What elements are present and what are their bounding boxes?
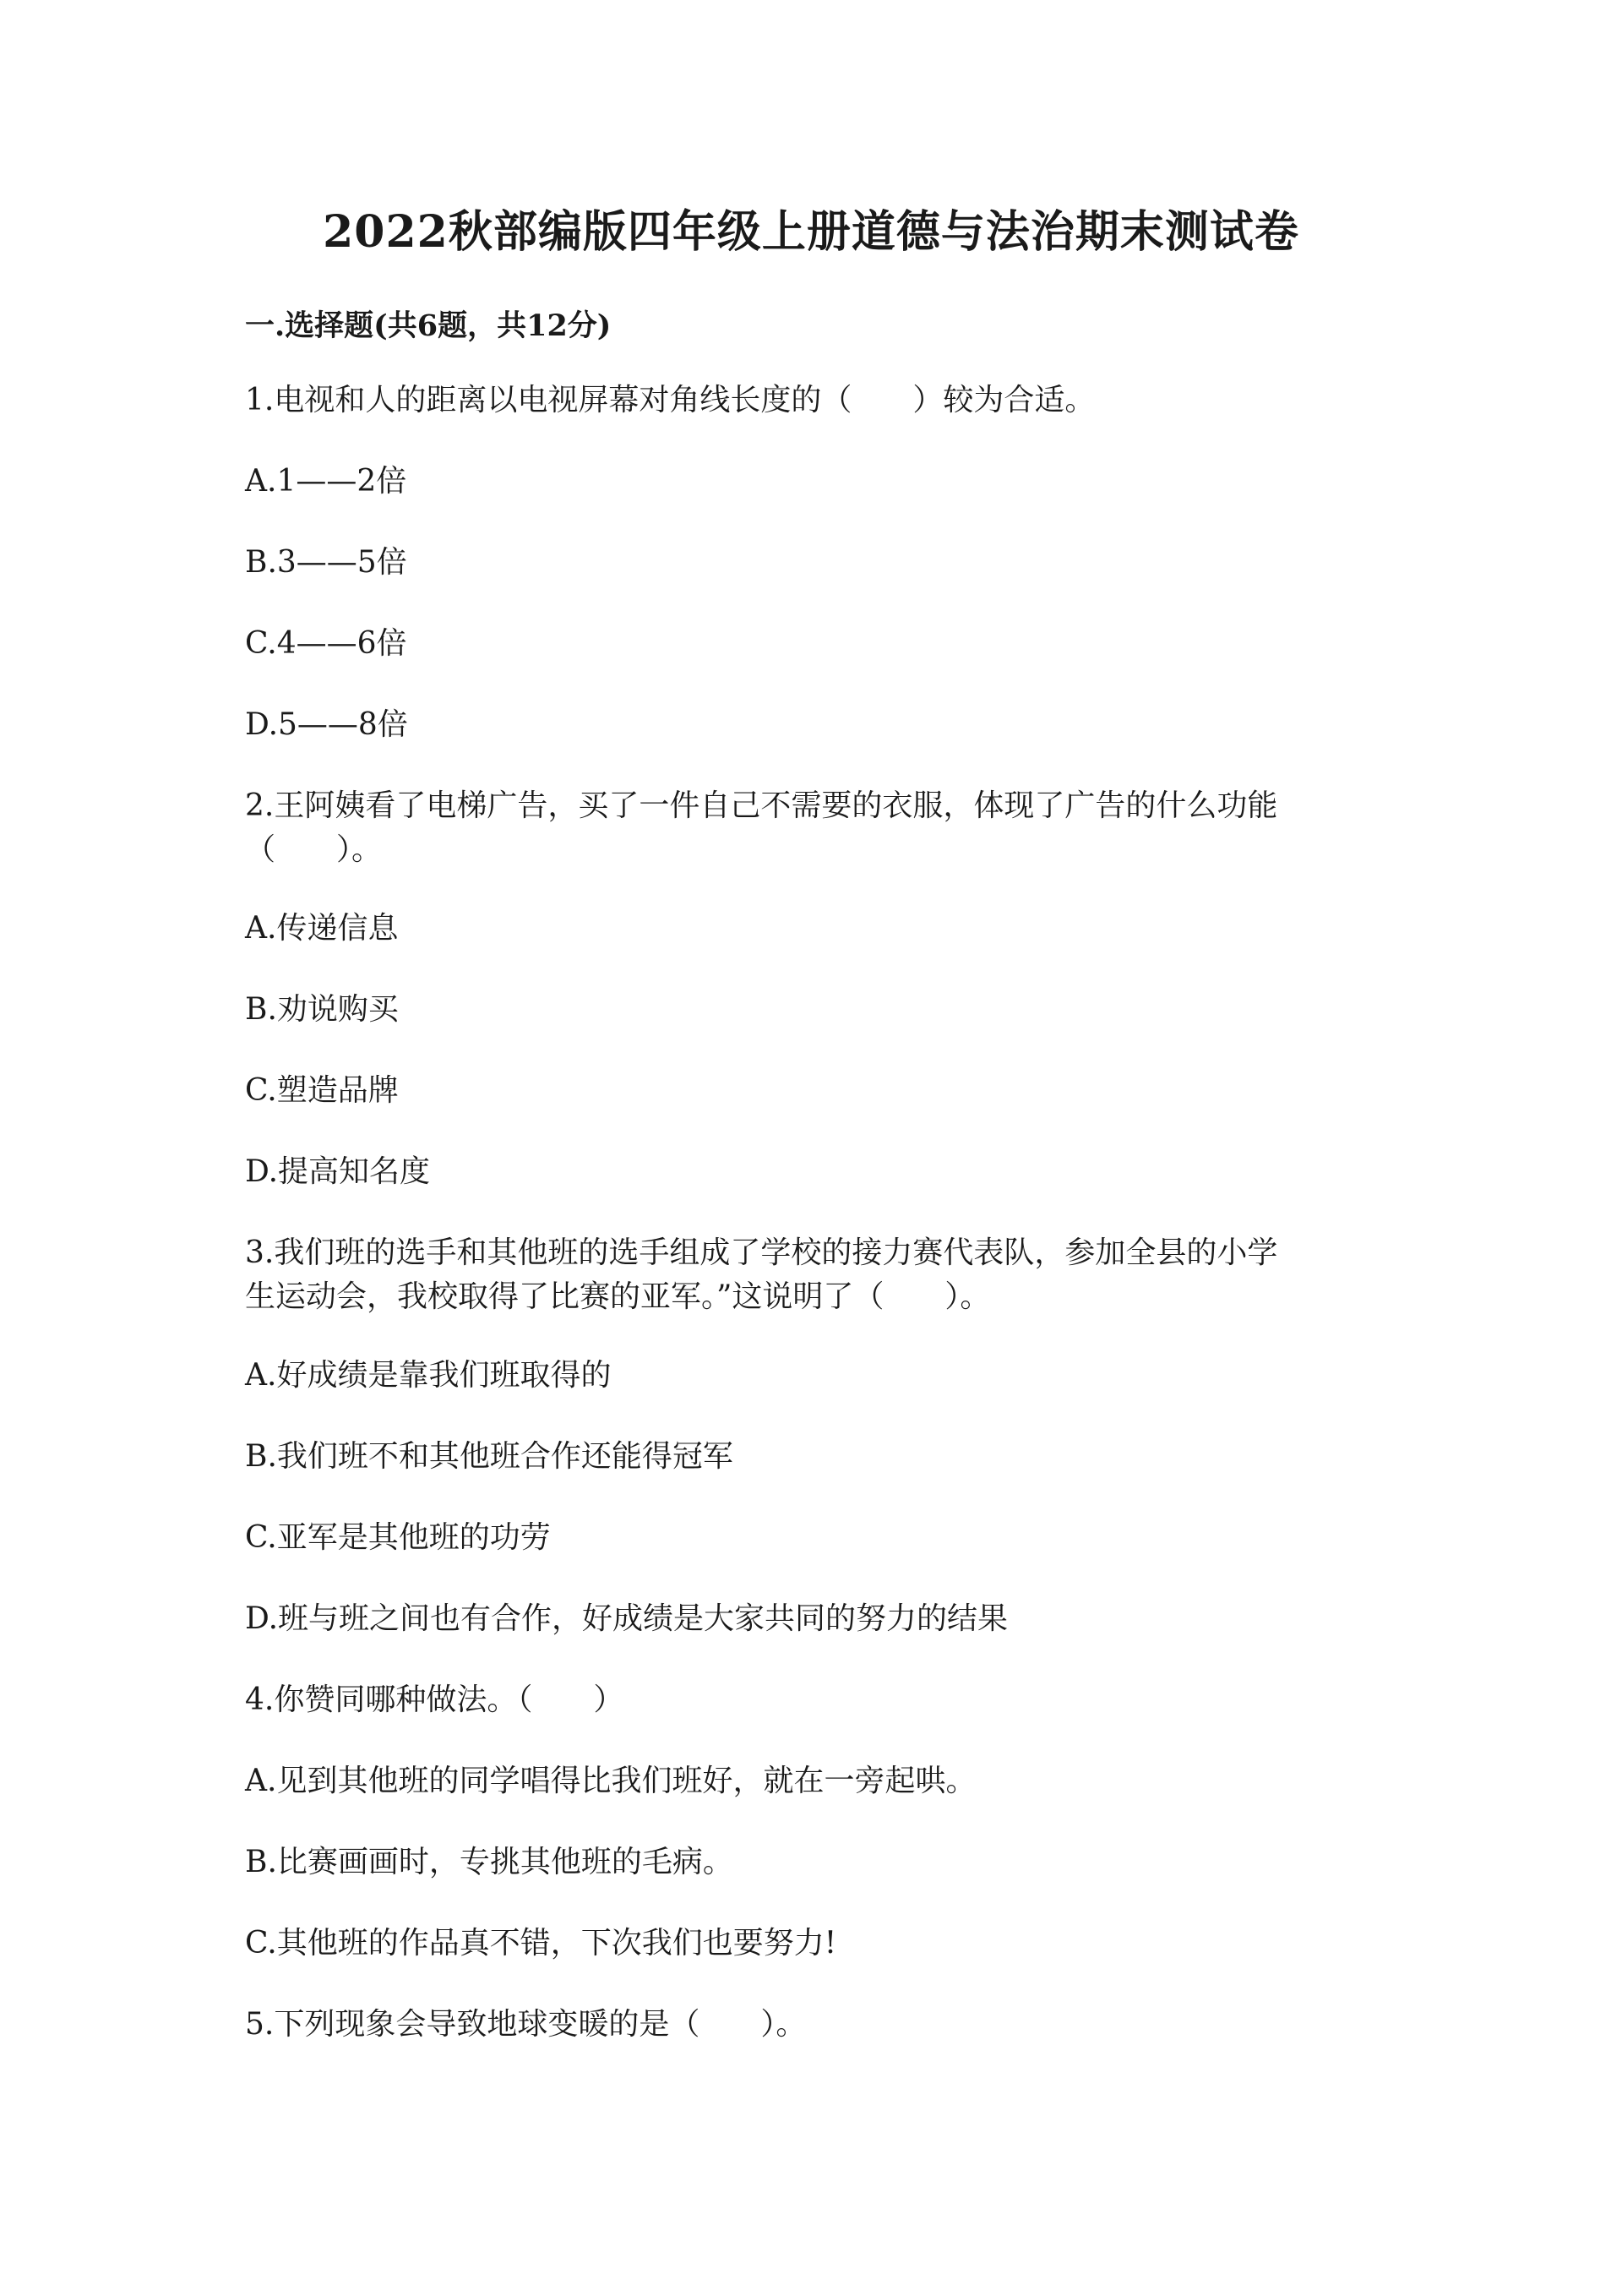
question-4-option-a: A.见到其他班的同学唱得比我们班好，就在一旁起哄。 bbox=[245, 1764, 977, 1798]
question-1-option-d: D.5——8倍 bbox=[245, 707, 408, 742]
page-title: 2022秋部编版四年级上册道德与法治期末测试卷 bbox=[323, 206, 1299, 258]
question-4-option-b: B.比赛画画时，专挑其他班的毛病。 bbox=[245, 1845, 733, 1879]
question-2-option-b: B.劝说购买 bbox=[245, 992, 399, 1027]
question-3-option-c: C.亚军是其他班的功劳 bbox=[245, 1520, 551, 1555]
question-2-stem-line2: （ ）。 bbox=[245, 832, 383, 867]
question-3-stem-line1: 3.我们班的选手和其他班的选手组成了学校的接力赛代表队，参加全县的小学 bbox=[245, 1235, 1278, 1270]
question-3-option-b: B.我们班不和其他班合作还能得冠军 bbox=[245, 1439, 733, 1474]
question-4-option-c: C.其他班的作品真不错，下次我们也要努力! bbox=[245, 1926, 837, 1961]
question-1-option-c: C.4——6倍 bbox=[245, 626, 407, 661]
question-1-option-b: B.3——5倍 bbox=[245, 545, 407, 580]
question-2-option-c: C.塑造品牌 bbox=[245, 1073, 399, 1108]
question-3-option-a: A.好成绩是靠我们班取得的 bbox=[245, 1358, 612, 1393]
question-1-stem: 1.电视和人的距离以电视屏幕对角线长度的（ ）较为合适。 bbox=[245, 383, 1096, 417]
question-2-option-a: A.传递信息 bbox=[245, 911, 399, 946]
question-2-stem-line1: 2.王阿姨看了电梯广告，买了一件自己不需要的衣服，体现了广告的什么功能 bbox=[245, 788, 1278, 823]
section-heading: 一.选择题(共6题，共12分) bbox=[245, 308, 612, 343]
question-4-stem: 4.你赞同哪种做法。（ ） bbox=[245, 1682, 624, 1717]
question-2-option-d: D.提高知名度 bbox=[245, 1154, 431, 1189]
question-3-option-d: D.班与班之间也有合作，好成绩是大家共同的努力的结果 bbox=[245, 1601, 1009, 1636]
question-1-option-a: A.1——2倍 bbox=[245, 464, 407, 499]
question-3-stem-line2: 生运动会，我校取得了比赛的亚军。”这说明了（ ）。 bbox=[245, 1279, 991, 1314]
question-5-stem: 5.下列现象会导致地球变暖的是（ ）。 bbox=[245, 2007, 807, 2042]
